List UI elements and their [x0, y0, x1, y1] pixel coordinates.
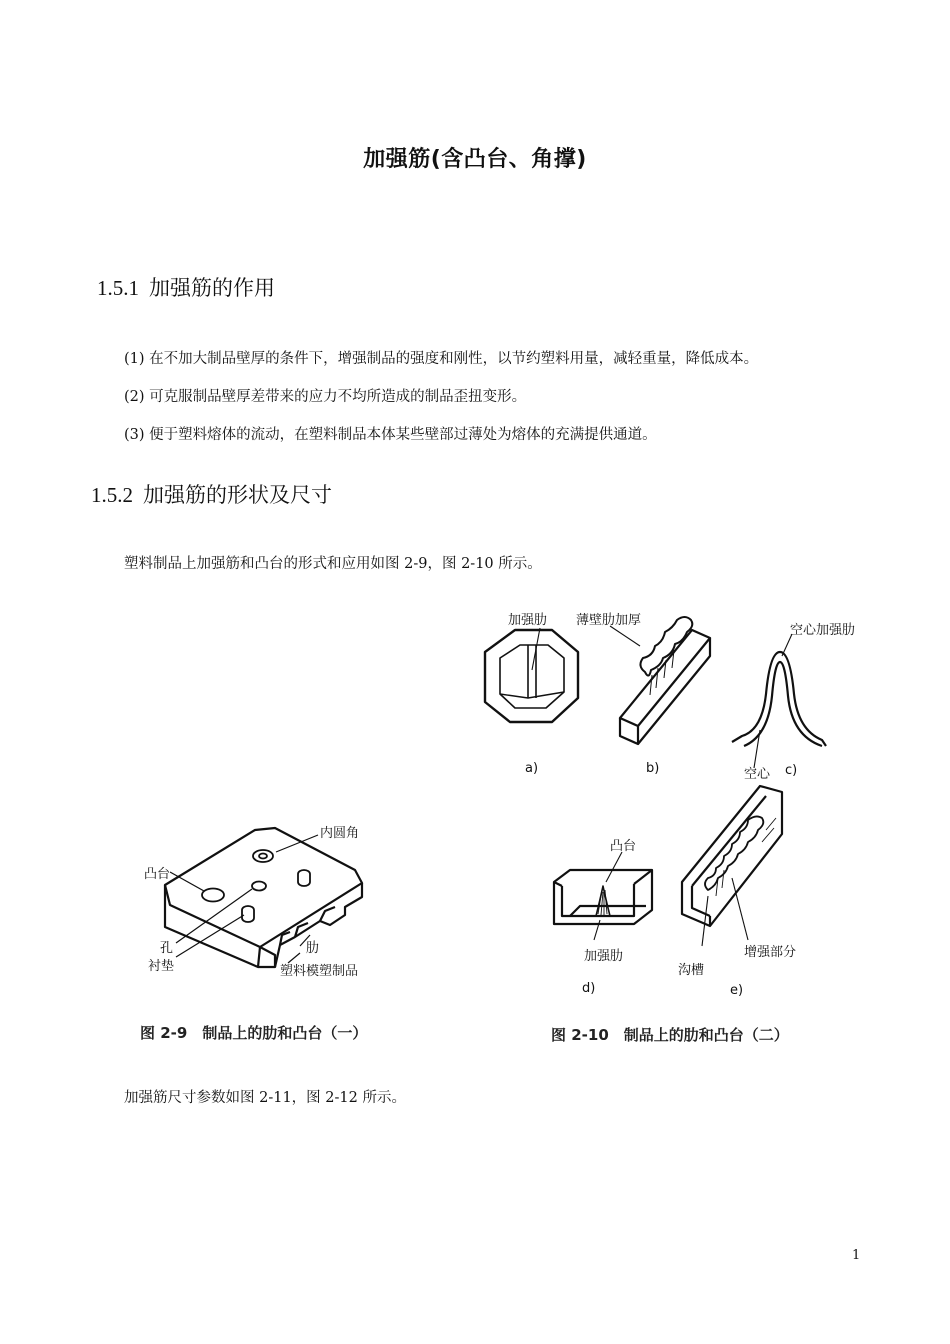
- section-number: 1.5.2: [91, 483, 133, 507]
- figure-2-9-caption: 图 2-9 制品上的肋和凸台（一）: [140, 1024, 368, 1042]
- label-hollow: 空心: [744, 767, 771, 782]
- outro-paragraph: 加强筋尺寸参数如图 2-11，图 2-12 所示。: [124, 1090, 406, 1106]
- sub-figure-b: [620, 617, 710, 744]
- label-hollow-rib: 空心加强肋: [790, 623, 856, 638]
- label-sub-d: d): [582, 981, 596, 996]
- label-rib: 肋: [306, 941, 320, 956]
- section-title: 加强筋的作用: [149, 276, 275, 300]
- intro-paragraph: 塑料制品上加强筋和凸台的形式和应用如图 2-9，图 2-10 所示。: [124, 556, 542, 572]
- sub-figure-e: [682, 786, 782, 926]
- section-heading-1-5-1: [97, 272, 275, 302]
- boss: [298, 870, 310, 886]
- boss: [242, 906, 254, 922]
- label-rib-d: 加强肋: [584, 949, 624, 964]
- label-groove: 沟槽: [678, 963, 705, 978]
- label-rib-a: 加强肋: [508, 613, 548, 628]
- section-heading-1-5-2: [91, 479, 332, 509]
- figure-2-9-drawing: [130, 815, 400, 990]
- label-sub-b: b): [646, 761, 660, 776]
- label-sub-e: e): [730, 983, 744, 998]
- label-inner-fillet: 内圆角: [320, 826, 360, 841]
- list-item: (2) 可克服制品壁厚差带来的应力不均所造成的制品歪扭变形。: [124, 389, 527, 405]
- hole: [252, 882, 266, 891]
- label-hole: 孔: [160, 941, 174, 956]
- figure-2-10-caption: 图 2-10 制品上的肋和凸台（二）: [551, 1026, 789, 1044]
- label-reinforced-part: 增强部分: [744, 945, 797, 960]
- section-number: 1.5.1: [97, 276, 139, 300]
- section-title: 加强筋的形状及尺寸: [143, 483, 332, 507]
- page-number: 1: [852, 1248, 861, 1263]
- label-liner: 衬垫: [148, 959, 175, 974]
- label-thin-wall-rib: 薄壁肋加厚: [576, 613, 642, 628]
- label-boss-d: 凸台: [610, 839, 637, 854]
- figure-2-10-drawing: [470, 590, 870, 1005]
- label-boss: 凸台: [144, 867, 171, 882]
- sub-figure-c: [732, 652, 826, 746]
- list-item: (3) 便于塑料熔体的流动，在塑料制品本体某些壁部过薄处为熔体的充满提供通道。: [124, 427, 657, 443]
- sub-figure-a: [485, 630, 578, 722]
- boss: [202, 889, 224, 902]
- list-item: (1) 在不加大制品壁厚的条件下，增强制品的强度和刚性，以节约塑料用量，减轻重量，降低成本。: [124, 351, 759, 367]
- label-molded-part: 塑料模塑制品: [280, 964, 359, 979]
- boss-inner-fillet: [253, 850, 273, 862]
- page-title: 加强筋(含凸台、角撑): [363, 147, 587, 172]
- label-sub-a: a): [525, 761, 539, 776]
- label-sub-c: c): [785, 763, 798, 778]
